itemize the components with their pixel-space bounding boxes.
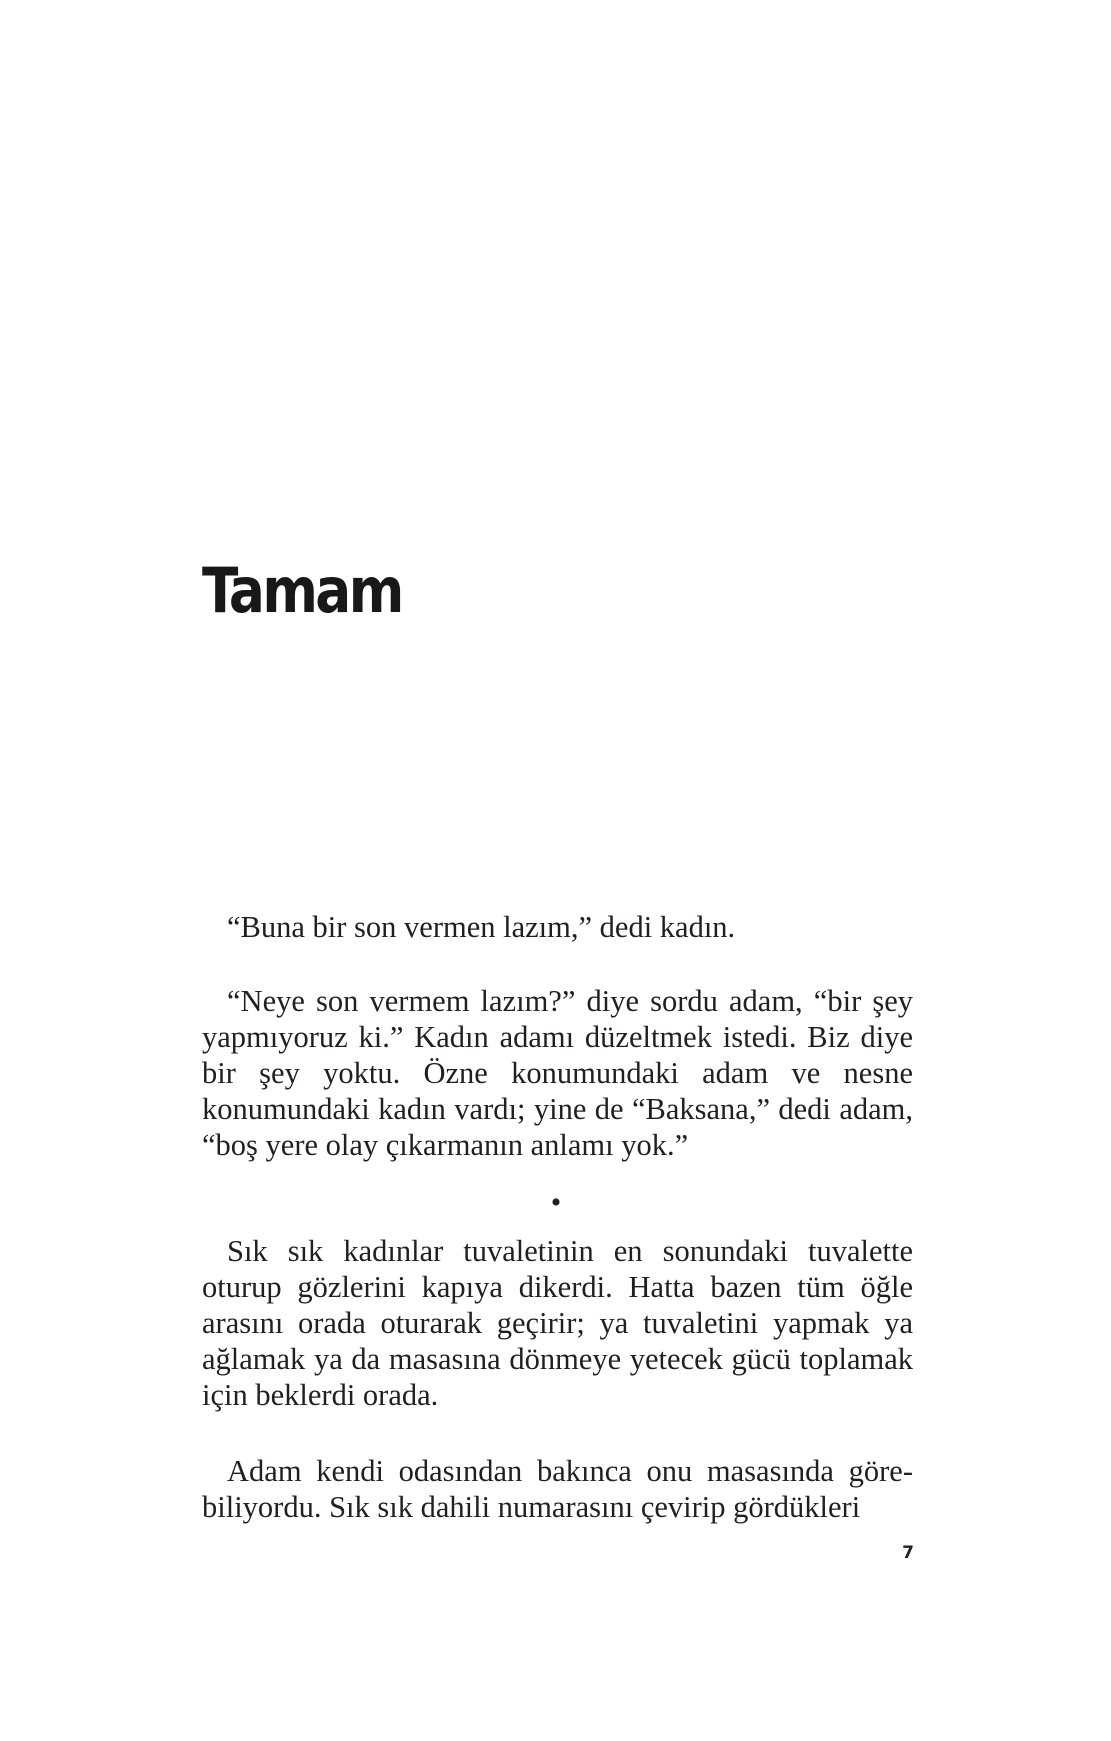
- page-number: 7: [902, 1543, 914, 1563]
- paragraph-3: [202, 1233, 913, 1413]
- paragraph-4: [202, 1453, 913, 1525]
- paragraph-text: Adam kendi odasından bakınca onu masasında görebiliyordu. Sık sık dahili numarasını çevirip gördükleri: [202, 1454, 913, 1524]
- section-separator: •: [550, 1186, 562, 1219]
- paragraph-text: “Neye son vermem lazım?” diye sordu adam, “bir şey yapmıyoruz ki.” Kadın adamı düzeltmek istedi. Biz diye bir şey yoktu. Özne konumundaki adam ve nesne konumundaki kadın vardı; yine de “Baksana,” dedi adam, “boş yere olay çıkarmanın anlamı yok.”: [202, 984, 913, 1162]
- paragraph-2: [202, 983, 913, 1163]
- paragraph-1: [202, 909, 913, 945]
- paragraph-text: Sık sık kadınlar tuvaletinin en sonundaki tuvalette oturup gözlerini kapıya dikerdi. Hatta bazen tüm öğle arasını orada oturarak geçirir; ya tuvaletini yapmak ya ağlamak ya da masasına dönmeye yetecek gücü toplamak için beklerdi orada.: [202, 1234, 913, 1412]
- chapter-title: Tamam: [202, 554, 402, 627]
- paragraph-text: “Buna bir son vermen lazım,” dedi kadın.: [227, 910, 736, 944]
